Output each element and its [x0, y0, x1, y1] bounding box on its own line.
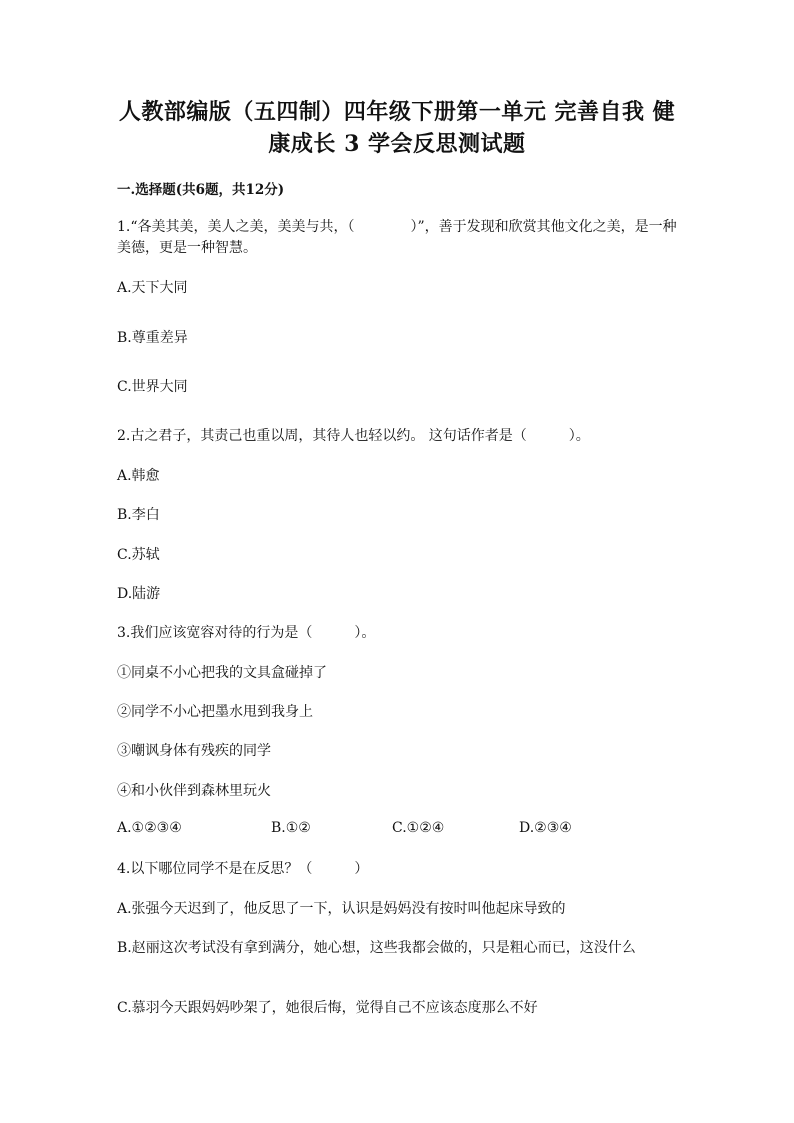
question-3-statement-2: ②同学不小心把墨水甩到我身上	[117, 704, 313, 720]
question-2-option-d[interactable]: D.陆游	[117, 586, 161, 602]
question-3-option-c[interactable]: C.①②④	[392, 820, 445, 836]
question-2-option-b[interactable]: B.李白	[117, 507, 160, 523]
question-3-stem: 3.我们应该宽容对待的行为是（ ）。	[117, 625, 376, 641]
question-4-option-a[interactable]: A.张强今天迟到了，他反思了一下，认识是妈妈没有按时叫他起床导致的	[117, 901, 566, 917]
question-4-option-b[interactable]: B.赵丽这次考试没有拿到满分，她心想，这些我都会做的，只是粗心而已，这没什么	[117, 940, 636, 956]
question-1-stem: 1.“各美其美，美人之美，美美与共，（ ）”，善于发现和欣赏其他文化之美，是一种美德，更是一种智慧。	[117, 219, 677, 256]
question-1-option-b[interactable]: B.尊重差异	[117, 330, 188, 346]
question-3-option-b[interactable]: B.①②	[271, 820, 311, 836]
question-1-option-c[interactable]: C.世界大同	[117, 379, 188, 395]
page-title: 人教部编版（五四制）四年级下册第一单元 完善自我 健康成长 3 学会反思测试题	[118, 99, 676, 157]
question-3-statement-4: ④和小伙伴到森林里玩火	[117, 783, 271, 799]
question-3-statement-1: ①同桌不小心把我的文具盒碰掉了	[117, 665, 327, 681]
question-4-stem: 4.以下哪位同学不是在反思？（ ）	[117, 861, 369, 877]
question-2-option-c[interactable]: C.苏轼	[117, 547, 160, 563]
question-4-option-c[interactable]: C.慕羽今天跟妈妈吵架了，她很后悔，觉得自己不应该态度那么不好	[117, 1000, 538, 1016]
question-2-option-a[interactable]: A.韩愈	[117, 468, 160, 484]
question-2-stem: 2.古之君子，其责己也重以周，其待人也轻以约。 这句话作者是（ ）。	[117, 428, 590, 444]
section-heading: 一.选择题(共6题，共12分)	[117, 182, 285, 198]
question-1-option-a[interactable]: A.天下大同	[117, 280, 188, 296]
question-3-statement-3: ③嘲讽身体有残疾的同学	[117, 743, 271, 759]
question-3-option-a[interactable]: A.①②③④	[117, 820, 182, 836]
question-3-option-d[interactable]: D.②③④	[519, 820, 572, 836]
question-3-options	[117, 820, 677, 841]
